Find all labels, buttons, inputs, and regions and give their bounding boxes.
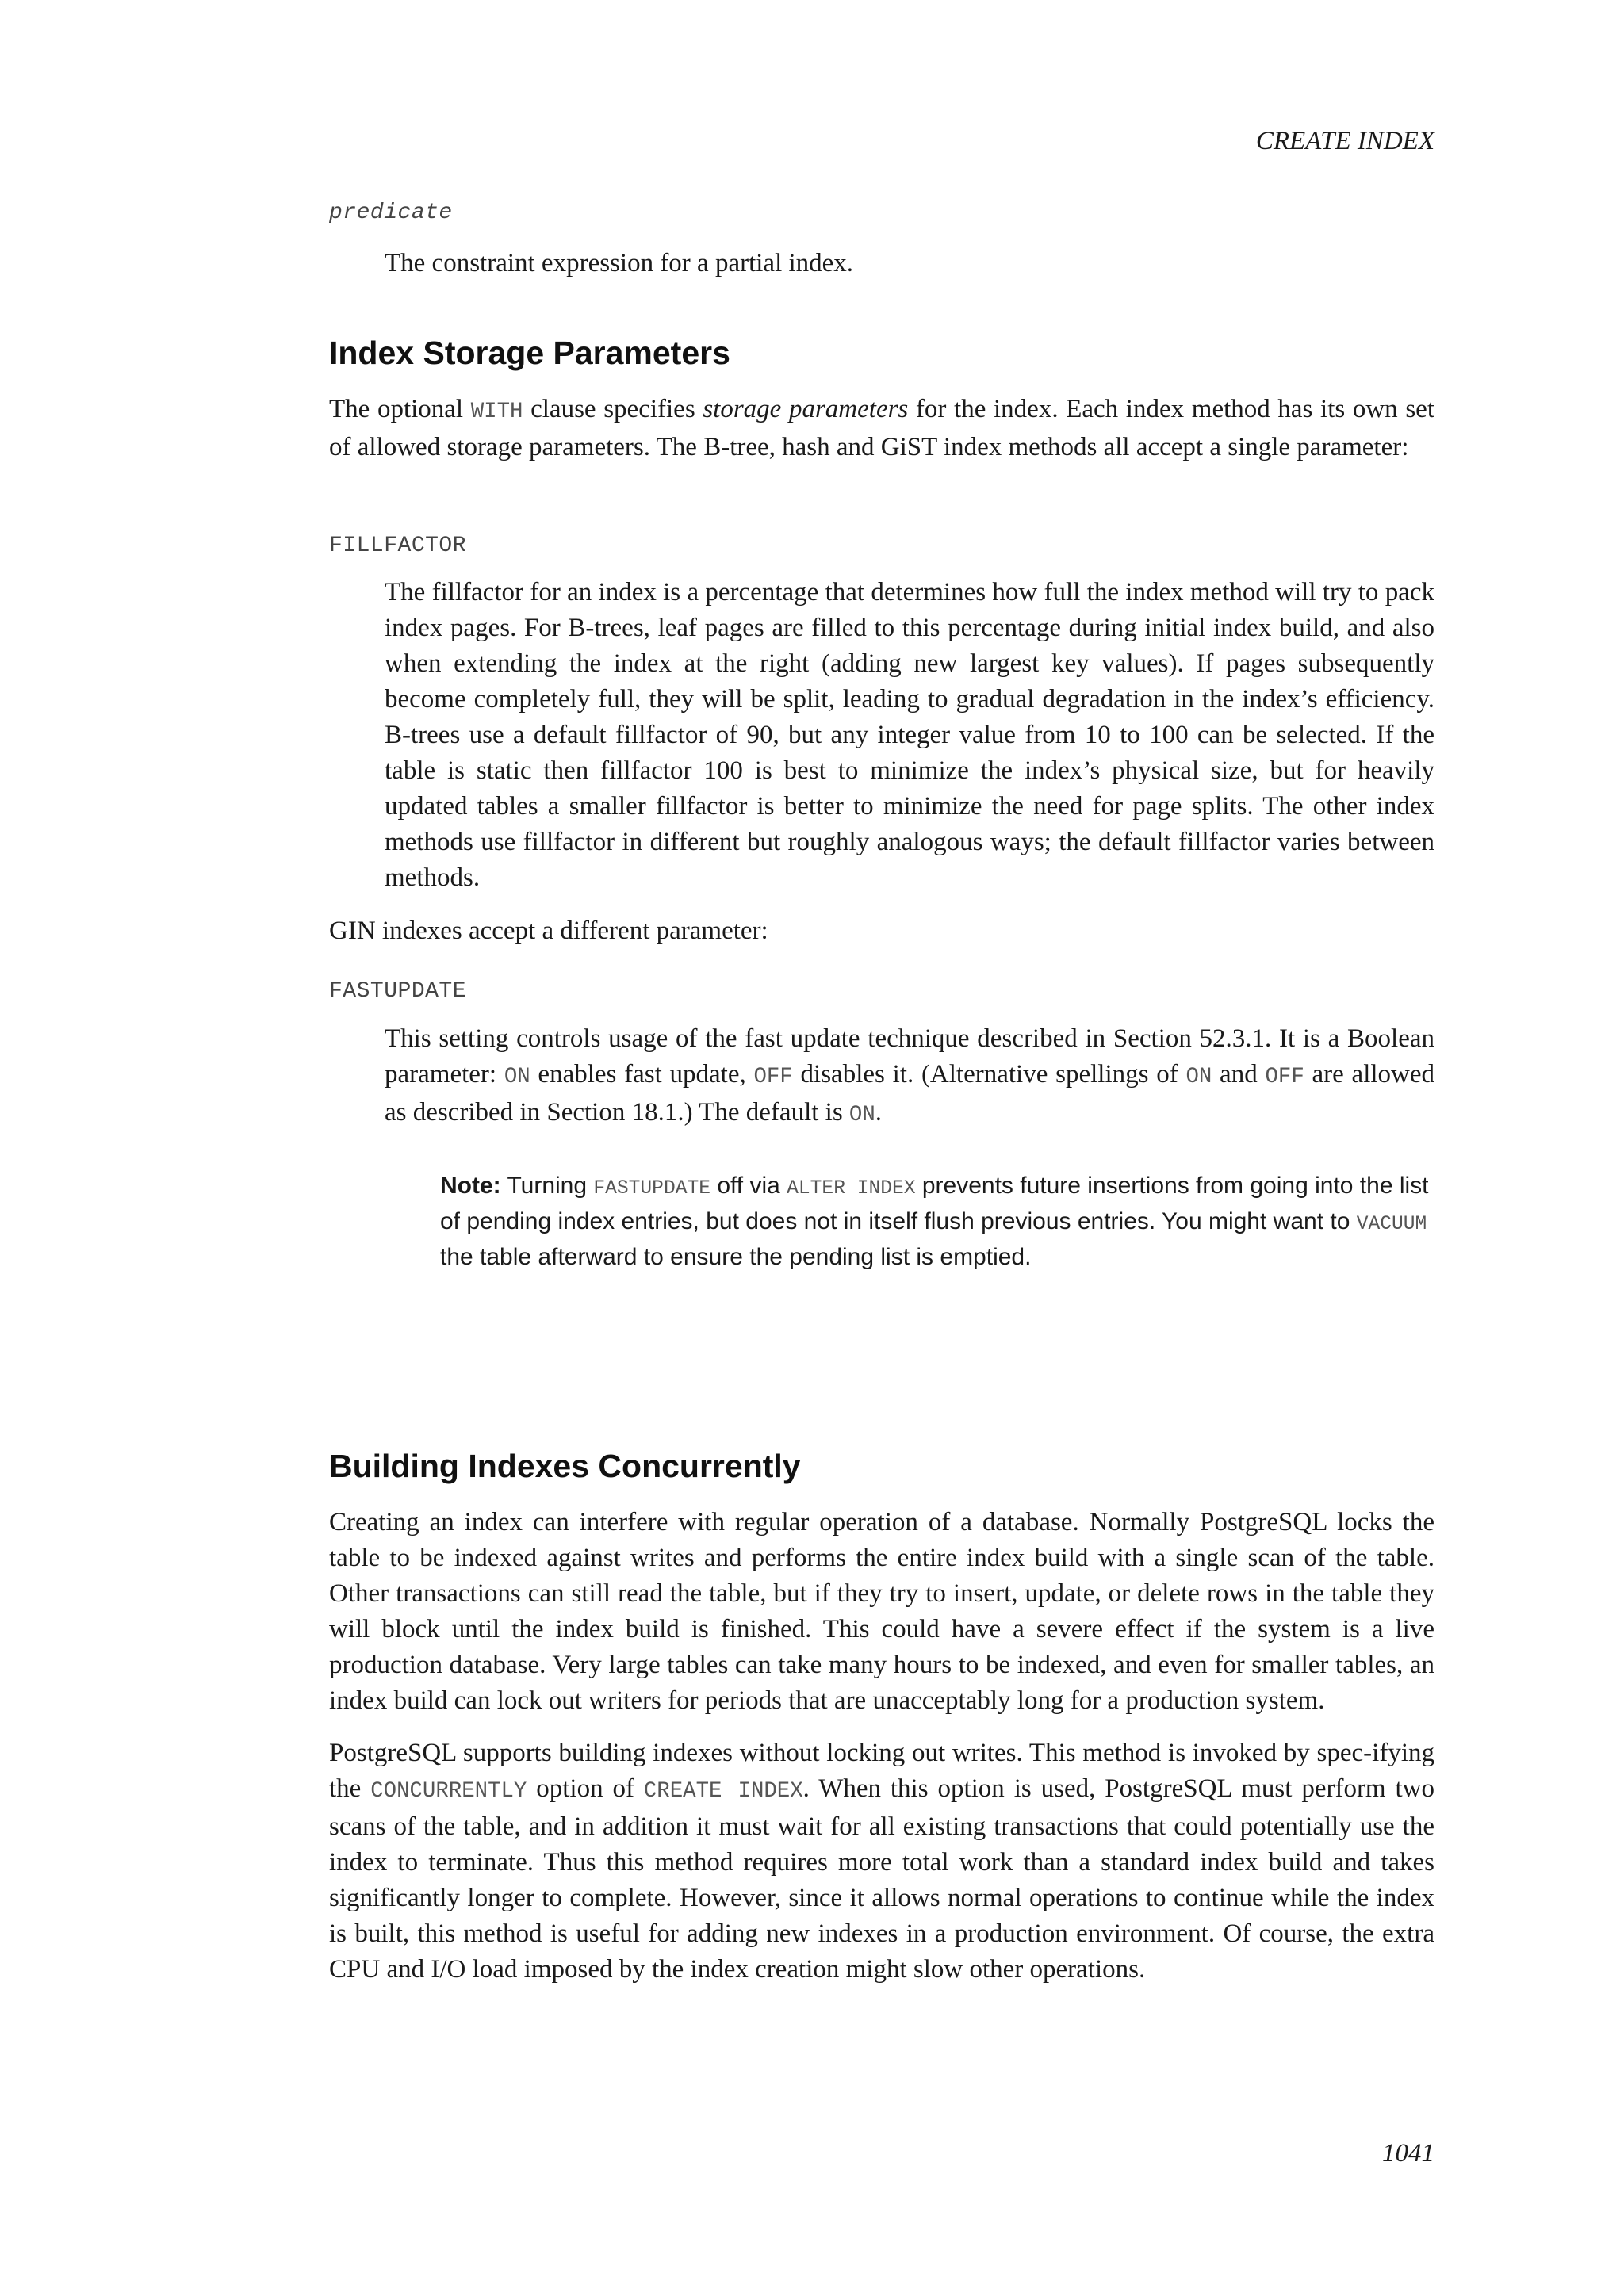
running-header: CREATE INDEX	[1255, 127, 1434, 155]
code-on: ON	[1185, 1065, 1212, 1089]
fillfactor-description: The fillfactor for an index is a percentage that determines how full the index method will try to pack index pages. For B-trees, leaf pages are filled to this percentage during initial index build, and also when extending the index at the right (adding new largest key values). If pages subsequently become completely full, they will be split, leading to gradual degradation in the index’s efficiency. B-trees use a default fillfactor of 90, but any integer value from 10 to 100 can be selected. If the table is static then fillfactor 100 is best to minimize the index’s physical size, but for heavily updated tables a smaller fillfactor is better to minimize the need for page splits. The other index methods use fillfactor in different but roughly analogous ways; the default fillfactor varies between methods.	[385, 578, 1434, 892]
gin-intro: GIN indexes accept a different parameter:	[329, 916, 768, 945]
code-alter-index: ALTER INDEX	[787, 1178, 916, 1200]
note-block: Note: Turning FASTUPDATE off via ALTER INDEX prevents future insertions from going into the list of pending index entries, but does not in itself flush previous entries. You might want to VACUUM the table afterward to ensure the pending list is emptied.	[440, 1173, 1429, 1270]
fastupdate-description: This setting controls usage of the fast update technique described in Section 52.3.1. It is a Boolean parameter: ON enables fast update, OFF disables it. (Alternative spellings of ON and OFF are allowed as described in Section 18.1.) The default is ON.	[385, 1024, 1435, 1127]
code-off: OFF	[753, 1065, 793, 1089]
concurrent-paragraph-1: Creating an index can interfere with regular operation of a database. Normally PostgreSQL locks the table to be indexed against writes and performs the entire index build with a single scan of the table. Other transactions can still read the table, but if they try to insert, update, or delete rows in the table they will block until the index build is finished. This could have a severe effect if the system is a live production database. Very large tables can take many hours to be indexed, and even for smaller tables, an index build can lock out writers for periods that are unacceptably long for a production system.	[329, 1508, 1434, 1715]
code-create-index: CREATE INDEX	[643, 1779, 803, 1804]
term-fillfactor: FILLFACTOR	[329, 534, 467, 558]
code-off: OFF	[1265, 1065, 1304, 1089]
code-on: ON	[504, 1065, 530, 1089]
code-on: ON	[848, 1103, 875, 1127]
page-number: 1041	[1382, 2139, 1434, 2168]
code-concurrently: CONCURRENTLY	[370, 1779, 527, 1804]
term-storage-parameters: storage parameters	[703, 395, 909, 423]
term-predicate: predicate	[329, 201, 453, 225]
storage-intro: The optional WITH clause specifies storage parameters for the index. Each index method has its own set of allowed storage parameters. The B-tree, hash and GiST index methods all accept a single parameter:	[329, 395, 1434, 461]
term-fastupdate: FASTUPDATE	[329, 979, 467, 1004]
note-label: Note:	[440, 1173, 501, 1199]
predicate-description: The constraint expression for a partial index.	[385, 249, 854, 277]
section-heading-storage: Index Storage Parameters	[329, 335, 730, 371]
concurrent-paragraph-2: PostgreSQL supports building indexes without locking out writes. This method is invoked by spec-ifying the CONCURRENTLY option of CREATE INDEX. When this option is used, PostgreSQL must perform two scans of the table, and in addition it must wait for all existing transactions that could potentially use the index to terminate. Thus this method requires more total work than a standard index build and takes significantly longer to complete. However, since it allows normal operations to continue while the index is built, this method is useful for adding new indexes in a production environment. Of course, the extra CPU and I/O load imposed by the index creation might slow other operations.	[329, 1739, 1434, 1984]
code-fastupdate: FASTUPDATE	[593, 1178, 710, 1200]
code-vacuum: VACUUM	[1356, 1214, 1427, 1235]
section-heading-concurrent: Building Indexes Concurrently	[329, 1448, 801, 1484]
code-with: WITH	[470, 400, 523, 424]
